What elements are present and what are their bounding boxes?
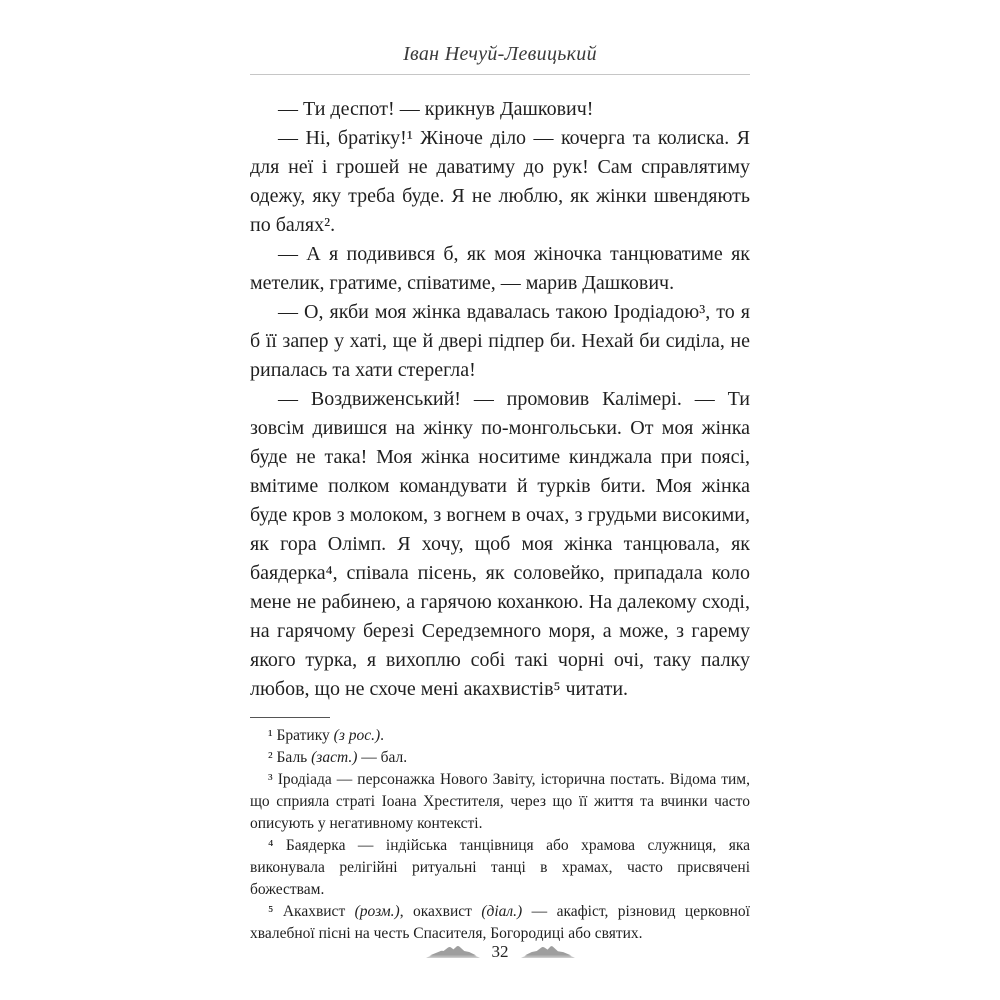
footnote-text: Баль bbox=[276, 749, 312, 766]
running-header bbox=[250, 42, 750, 75]
footnote bbox=[250, 769, 750, 835]
paragraph: — Воздвиженський! — промовив Калімері. — Ти зовсім дивишся на жінку по-монгольськи. От моя жінка буде не така! Моя жінка носитиме кинджала при поясі, вмітиме полком командувати й турків бити. Моя жінка буде кров з молоком, з вогнем в очах, з грудьми високими, як гора Олімп. Я хочу, щоб моя жінка танцювала, як баядерка⁴, співала пісень, як соловейко, припадала коло мене не рабинею, а гарячою коханкою. На далекому сході, на гарячому березі Середземного моря, а може, з гарему якого турка, я вихоплю собі такі чорні очі, таку палку любов, що не схоче мені акахвистів⁵ читати. bbox=[250, 388, 750, 700]
footnote-marker: ⁴ bbox=[268, 837, 286, 854]
footnote bbox=[250, 835, 750, 901]
header-rule bbox=[250, 74, 750, 75]
footnote-text: — бал. bbox=[357, 749, 408, 766]
footnote-marker: ¹ bbox=[268, 727, 277, 744]
footnote-italic-note: (діал.) bbox=[481, 903, 523, 920]
footnote-marker: ² bbox=[268, 749, 277, 766]
page-footer bbox=[0, 943, 1000, 960]
running-header-author: Іван Нечуй-Левицький bbox=[403, 43, 597, 65]
footnote-text: Баядерка — індійська танцівниця або храмова служниця, яка виконувала релігійні ритуальні танці в храмах, часто присвячені божествам. bbox=[250, 837, 750, 898]
paragraph: — Ні, братіку!¹ Жіноче діло — кочерга та колиска. Я для неї і грошей не даватиму до рук! Сам справлятиму одежу, яку треба буде. Я не люблю, як жінки швендяють по балях². bbox=[250, 127, 750, 236]
footnote-marker: ³ bbox=[268, 771, 278, 788]
footnote-text: Братику bbox=[276, 727, 334, 744]
footnote-divider bbox=[250, 717, 330, 718]
ornament-left-icon bbox=[426, 943, 480, 960]
footnote-text: — акафіст, різновид церковної хвалебної пісні на честь Спасителя, Богородиці або святих. bbox=[250, 903, 750, 942]
footnote-text: Акахвист bbox=[282, 903, 355, 920]
paragraph: — А я подивився б, як моя жіночка танцюватиме як метелик, гратиме, співатиме, — марив Дашкович. bbox=[250, 243, 750, 294]
page-number: 32 bbox=[491, 942, 509, 961]
footnote-italic-note: (розм.) bbox=[354, 903, 400, 920]
footnotes bbox=[250, 725, 750, 945]
footnote bbox=[250, 747, 750, 769]
footnote-text: Іродіада — персонажка Нового Завіту, історична постать. Відома тим, що сприяла страті Іоана Хрестителя, через що її життя та вчинки часто описують у негативному контексті. bbox=[250, 771, 750, 832]
footnote bbox=[250, 901, 750, 945]
footnote bbox=[250, 725, 750, 747]
footnote-text: . bbox=[380, 727, 385, 744]
footnote-italic-note: (заст.) bbox=[311, 749, 358, 766]
paragraph: — О, якби моя жінка вдавалась такою Іродіадою³, то я б її запер у хаті, ще й двері підпер би. Нехай би сиділа, не рипалась та хати стерегла! bbox=[250, 301, 750, 381]
paragraph: — Ти деспот! — крикнув Дашкович! bbox=[278, 98, 594, 120]
body-text bbox=[250, 95, 750, 704]
footnote-marker: ⁵ bbox=[268, 903, 283, 920]
footnote-italic-note: (з рос.) bbox=[333, 727, 381, 744]
footnote-text: , окахвист bbox=[399, 903, 482, 920]
text-column bbox=[250, 0, 750, 945]
ornament-right-icon bbox=[521, 943, 575, 960]
